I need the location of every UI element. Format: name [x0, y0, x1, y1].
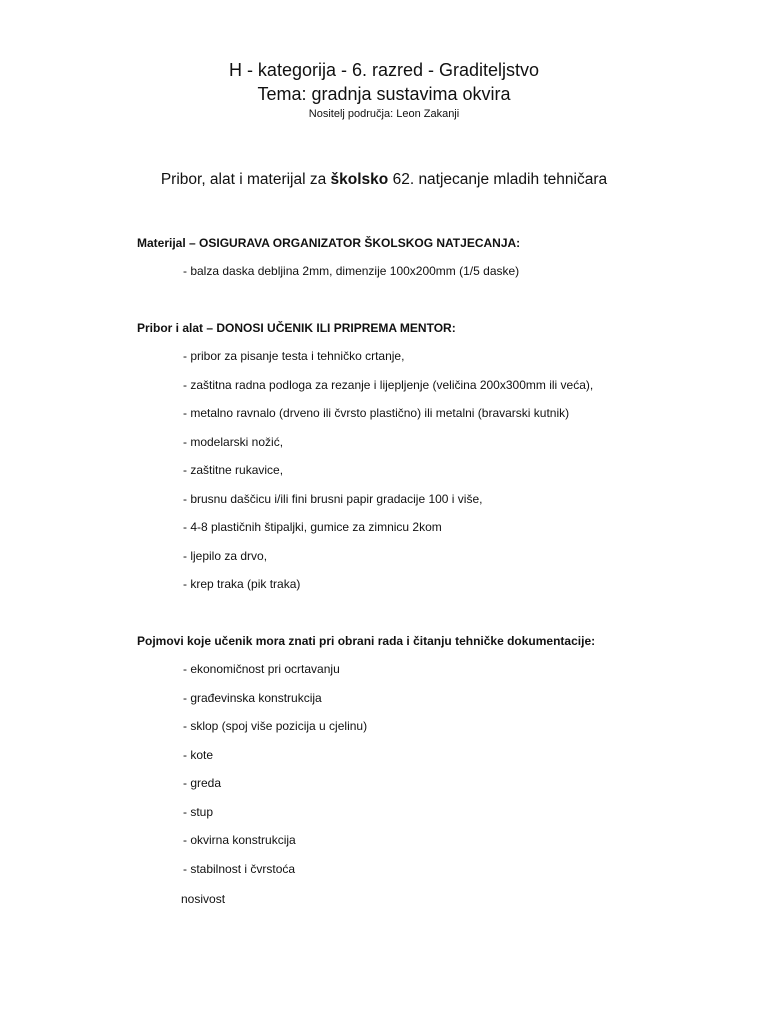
document-header: [0, 58, 768, 121]
tools-item: - krep traka (pik traka): [183, 577, 301, 591]
concepts-item: - sklop (spoj više pozicija u cjelinu): [183, 719, 368, 733]
tools-heading: Pribor i alat – DONOSI UČENIK ILI PRIPREMA MENTOR:: [137, 321, 456, 335]
intro-line: [0, 170, 768, 190]
tools-item: - pribor za pisanje testa i tehničko crtanje,: [183, 349, 405, 363]
tools-item: - 4-8 plastičnih štipaljki, gumice za zimnicu 2kom: [183, 520, 442, 534]
document-subtitle: Tema: gradnja sustavima okvira: [257, 84, 511, 104]
concepts-item: - stup: [183, 805, 214, 819]
concepts-item: - kote: [183, 748, 214, 762]
concepts-item: - građevinska konstrukcija: [183, 691, 322, 705]
intro-text-bold: školsko: [330, 171, 389, 188]
material-heading: Materijal – OSIGURAVA ORGANIZATOR ŠKOLSKOG NATJECANJA:: [137, 236, 521, 250]
concepts-item: - stabilnost i čvrstoća: [183, 862, 296, 876]
concepts-heading: Pojmovi koje učenik mora znati pri obrani rada i čitanju tehničke dokumentacije:: [137, 634, 596, 648]
concepts-last-item: nosivost: [181, 892, 226, 906]
concepts-item: - greda: [183, 776, 222, 790]
tools-item: - metalno ravnalo (drveno ili čvrsto plastično) ili metalni (bravarski kutnik): [183, 406, 570, 420]
tools-item: - zaštitna radna podloga za rezanje i lijepljenje (veličina 200x300mm ili veća),: [183, 378, 594, 392]
concepts-item: - okvirna konstrukcija: [183, 833, 296, 847]
intro-text-after: 62. natjecanje mladih tehničara: [388, 171, 608, 188]
tools-item: - modelarski nožić,: [183, 435, 284, 449]
area-holder: Nositelj područja: Leon Zakanji: [308, 108, 460, 120]
tools-item: - ljepilo za drvo,: [183, 549, 268, 563]
concepts-item: - ekonomičnost pri ocrtavanju: [183, 662, 340, 676]
tools-item: - zaštitne rukavice,: [183, 463, 284, 477]
material-item: - balza daska debljina 2mm, dimenzije 100x200mm (1/5 daske): [183, 264, 520, 278]
intro-text-before: Pribor, alat i materijal za: [160, 171, 331, 188]
tools-item: - brusnu daščicu i/ili fini brusni papir gradacije 100 i više,: [183, 492, 483, 506]
document-title: H - kategorija - 6. razred - Graditeljstvo: [228, 60, 540, 80]
